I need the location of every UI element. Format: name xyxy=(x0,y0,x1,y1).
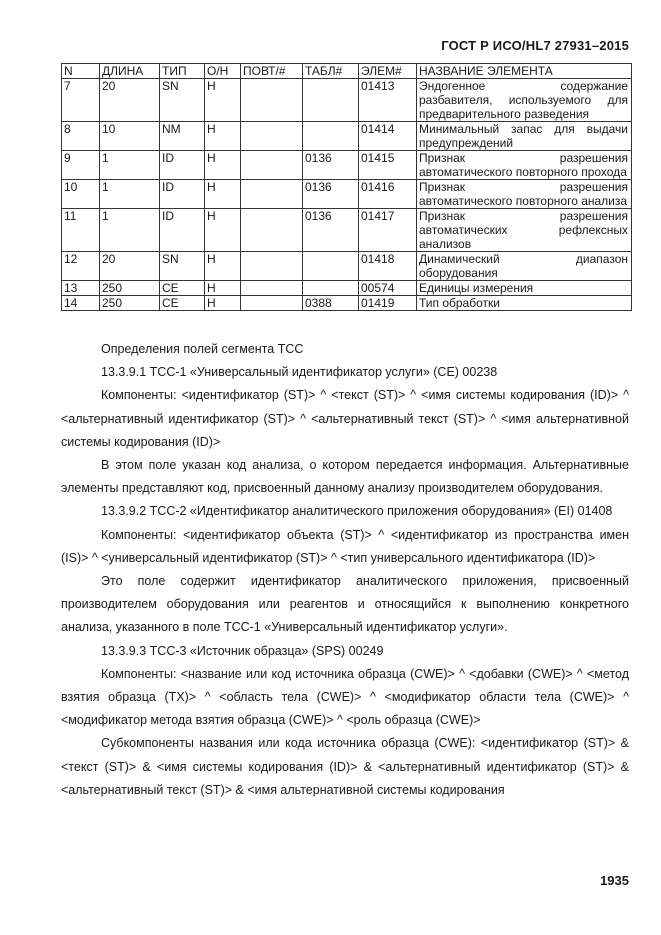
table-cell: CE xyxy=(160,296,205,311)
col-header: О/Н xyxy=(205,64,241,79)
table-cell: 1 xyxy=(100,209,160,252)
table-cell xyxy=(241,180,303,209)
table-row xyxy=(62,122,632,151)
table-cell: 7 xyxy=(62,79,100,122)
table-cell xyxy=(241,281,303,296)
table-cell xyxy=(303,281,359,296)
table-cell: 01418 xyxy=(359,252,417,281)
table-cell: 14 xyxy=(62,296,100,311)
table-cell: ID xyxy=(160,209,205,252)
table-cell: Н xyxy=(205,209,241,252)
table-cell: 9 xyxy=(62,151,100,180)
table-cell: Н xyxy=(205,296,241,311)
table-cell: Н xyxy=(205,281,241,296)
table-row xyxy=(62,281,632,296)
table-cell: 13 xyxy=(62,281,100,296)
table-cell: 01413 xyxy=(359,79,417,122)
page-number: 1935 xyxy=(600,873,629,888)
section-heading: Определения полей сегмента ТСС xyxy=(101,342,304,356)
table-row xyxy=(62,180,632,209)
table-cell: Эндогенное содержание разбавителя, используемого для предварительного разведения xyxy=(417,79,632,122)
table-cell xyxy=(241,209,303,252)
table-cell: 00574 xyxy=(359,281,417,296)
table-row xyxy=(62,209,632,252)
table-row xyxy=(62,252,632,281)
field-heading: 13.3.9.2 ТСС-2 «Идентификатор аналитического приложения оборудования» (EI) 01408 xyxy=(101,504,613,519)
paragraph: В этом поле указан код анализа, о котором передается информация. Альтернативные элементы представляют код, присвоенный данному анализу производителем оборудования. xyxy=(61,458,629,496)
segment-fields-table xyxy=(61,63,632,311)
table-cell: 01417 xyxy=(359,209,417,252)
table-cell: 12 xyxy=(62,252,100,281)
table-row xyxy=(62,79,632,122)
table-cell: SN xyxy=(160,252,205,281)
col-header: ДЛИНА xyxy=(100,64,160,79)
table-cell: ID xyxy=(160,151,205,180)
table-cell: 11 xyxy=(62,209,100,252)
field-heading: 13.3.9.3 ТСС-3 «Источник образца» (SPS) 00249 xyxy=(101,643,384,658)
table-cell: 01416 xyxy=(359,180,417,209)
table-cell: 1 xyxy=(100,180,160,209)
table-cell: 01415 xyxy=(359,151,417,180)
table-cell: Н xyxy=(205,252,241,281)
table-cell: 0388 xyxy=(303,296,359,311)
col-header: НАЗВАНИЕ ЭЛЕМЕНТА xyxy=(417,64,632,79)
col-header: ТАБЛ# xyxy=(303,64,359,79)
table-cell xyxy=(241,122,303,151)
col-header: N xyxy=(62,64,100,79)
table-cell: 0136 xyxy=(303,180,359,209)
col-header: ТИП xyxy=(160,64,205,79)
table-cell xyxy=(241,296,303,311)
table-row xyxy=(62,296,632,311)
table-cell xyxy=(303,79,359,122)
table-cell xyxy=(241,252,303,281)
table-cell: Н xyxy=(205,79,241,122)
table-cell: SN xyxy=(160,79,205,122)
paragraph: Компоненты: <название или код источника образца (CWE)> ^ <добавки (CWE)> ^ <метод взятия образца (ТХ)> ^ <область тела (CWE)> ^ <модификатор области тела (CWE)> ^ <модификатор метода взятия образца (CWE)> ^ <роль образца (CWE)> xyxy=(61,666,629,728)
table-cell: 0136 xyxy=(303,209,359,252)
body-text xyxy=(61,338,629,802)
table-cell: Тип обработки xyxy=(417,296,632,311)
table-header-row xyxy=(62,64,632,79)
table-cell: Н xyxy=(205,122,241,151)
table-cell: Признак разрешения автоматического повторного прохода xyxy=(417,151,632,180)
table-cell: 10 xyxy=(100,122,160,151)
document-code: ГОСТ Р ИСО/HL7 27931–2015 xyxy=(441,38,629,53)
table-cell: ID xyxy=(160,180,205,209)
table-cell xyxy=(303,122,359,151)
table-cell: Н xyxy=(205,180,241,209)
table-cell: 20 xyxy=(100,252,160,281)
table-cell: 8 xyxy=(62,122,100,151)
paragraph: Компоненты: <идентификатор (ST)> ^ <текст (ST)> ^ <имя системы кодирования (ID)> ^ <альтернативный идентификатор (ST)> ^ <альтернативный текст (ST)> ^ <имя альтернативной системы кодирования (ID)> xyxy=(61,388,629,449)
table-cell: CE xyxy=(160,281,205,296)
table-cell: 250 xyxy=(100,281,160,296)
field-heading: 13.3.9.1 ТСС-1 «Универсальный идентификатор услуги» (СЕ) 00238 xyxy=(101,365,498,380)
table-row xyxy=(62,151,632,180)
table-cell: 1 xyxy=(100,151,160,180)
table-cell: 10 xyxy=(62,180,100,209)
table-cell: 01414 xyxy=(359,122,417,151)
table-cell: 01419 xyxy=(359,296,417,311)
col-header: ПОВТ/# xyxy=(241,64,303,79)
table-cell: Признак разрешения автоматических рефлексных анализов xyxy=(417,209,632,252)
table-cell xyxy=(241,79,303,122)
table-cell: Минимальный запас для выдачи предупреждений xyxy=(417,122,632,151)
table-cell: Признак разрешения автоматического повторного анализа xyxy=(417,180,632,209)
paragraph: Субкомпоненты названия или кода источника образца (CWE): <идентификатор (ST)> & <текст (ST)> & <имя системы кодирования (ID)> & <альтернативный идентификатор (ST)> & <альтернативный текст (ST)> & <имя альтернативной системы кодирования xyxy=(61,736,629,797)
table-cell: NM xyxy=(160,122,205,151)
table-cell: Динамический диапазон оборудования xyxy=(417,252,632,281)
table-cell: 0136 xyxy=(303,151,359,180)
table-cell xyxy=(303,252,359,281)
paragraph: Компоненты: <идентификатор объекта (ST)> ^ <идентификатор из пространства имен (IS)> ^ <универсальный идентификатор (ST)> ^ <тип универсального идентификатора (ID)> xyxy=(61,527,629,565)
table-cell: 20 xyxy=(100,79,160,122)
table-cell: Единицы измерения xyxy=(417,281,632,296)
table-cell: 250 xyxy=(100,296,160,311)
table-cell: Н xyxy=(205,151,241,180)
table-cell xyxy=(241,151,303,180)
paragraph: Это поле содержит идентификатор аналитического приложения, присвоенный производителем оборудования или реагентов и относящийся к выполнению конкретного анализа, указанного в поле ТСС-1 «Универсальный идентификатор услуги». xyxy=(61,574,629,635)
col-header: ЭЛЕМ# xyxy=(359,64,417,79)
